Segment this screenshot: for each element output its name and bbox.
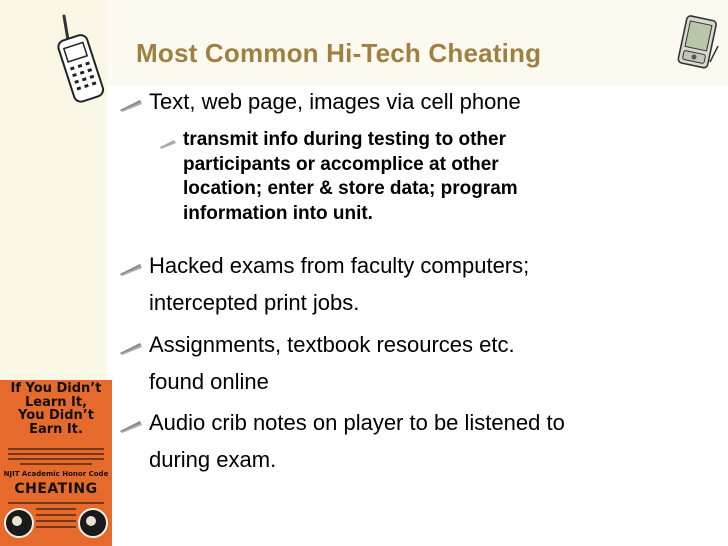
honor-code-poster	[0, 380, 112, 546]
poster-headline-line-2: Learn It,	[24, 394, 88, 410]
sub-bullet-marker-icon	[158, 138, 178, 149]
poster-code-label: NJIT Academic Honor Code	[3, 470, 109, 478]
bullet-3-line-2: found online	[149, 369, 269, 394]
bullet-2-line-2: intercepted print jobs.	[149, 290, 360, 315]
poster-headline	[0, 382, 112, 436]
poster-headline-line-1: If You Didn’t	[10, 381, 102, 396]
poster-fine-print	[8, 502, 104, 504]
poster-fine-print	[8, 458, 104, 460]
bullet-1-line-1: Text, web page, images via cell phone	[149, 89, 521, 114]
poster-fine-print	[8, 448, 104, 450]
bullet-2-line-1: Hacked exams from faculty computers;	[149, 253, 530, 278]
sub-bullet-line-3: location; enter & store data; program	[183, 178, 518, 199]
poster-fine-print	[36, 526, 76, 528]
bullet-4-line-2: during exam.	[149, 447, 277, 472]
sub-bullet-line-1: transmit info during testing to other	[183, 129, 506, 150]
bullet-marker-icon	[118, 98, 144, 112]
bullet-3-line-1: Assignments, textbook resources etc.	[149, 332, 515, 357]
poster-headline-line-4: Earn It.	[29, 421, 83, 437]
pda-icon	[676, 14, 720, 72]
bullet-marker-icon	[118, 262, 144, 276]
slide-title: Most Common Hi-Tech Cheating	[136, 38, 542, 68]
sub-bullet-line-4: information into unit.	[183, 202, 373, 224]
poster-fine-print	[8, 453, 104, 455]
poster-fine-print	[20, 463, 92, 465]
poster-fine-print	[36, 508, 76, 510]
cell-phone-icon	[52, 14, 108, 106]
bullet-marker-icon	[118, 341, 144, 355]
poster-cheating-label: CHEATING	[14, 481, 98, 497]
sub-bullet-line-2: participants or accomplice at other	[183, 153, 499, 175]
poster-fine-print	[36, 514, 76, 516]
bullet-marker-icon	[118, 419, 144, 433]
honor-code-seal-right	[78, 508, 108, 538]
poster-headline-line-3: You Didn’t	[18, 408, 94, 423]
poster-fine-print	[36, 520, 76, 522]
bullet-4-line-1: Audio crib notes on player to be listened to	[149, 410, 565, 435]
honor-code-seal-left	[4, 508, 34, 538]
